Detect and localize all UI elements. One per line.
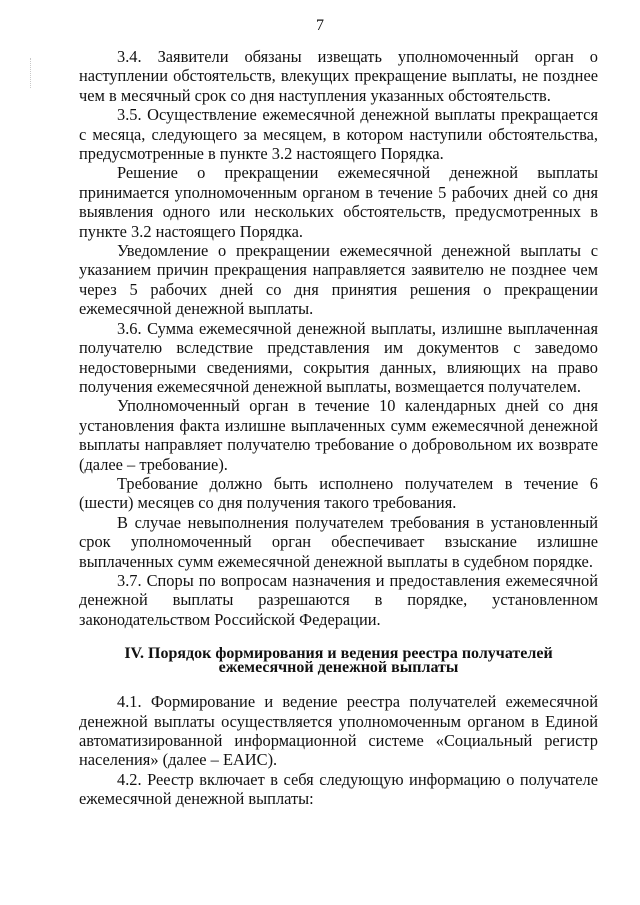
paragraph-4-2: 4.2. Реестр включает в себя следующую информацию о получателе ежемесячной денежной выплаты:: [79, 769, 598, 809]
scan-artifact: [30, 58, 43, 88]
section-heading: [79, 647, 598, 675]
paragraph-refund-request: Уполномоченный орган в течение 10 календарных дней со дня установления факта излишне выплаченных сумм ежемесячной денежной выплаты направляет получателю требование о добровольном их возврате (далее – требование).: [79, 396, 598, 474]
paragraph-3-5: 3.5. Осуществление ежемесячной денежной выплаты прекращается с месяца, следующего за месяцем, в котором наступили обстоятельства, предусмотренные в пункте 3.2 настоящего Порядка.: [79, 105, 598, 164]
section-heading-line-2: ежемесячной денежной выплаты: [218, 659, 459, 677]
paragraph-termination-decision: Решение о прекращении ежемесячной денежной выплаты принимается уполномоченным органом в течение 5 рабочих дней со дня выявления одного или нескольких обстоятельств, предусмотренных в пункте 3.2 настоящего Порядка.: [79, 163, 598, 241]
paragraph-recovery: В случае невыполнения получателем требования в установленный срок уполномоченный орган обеспечивает взыскание излишне выплаченных сумм ежемесячной денежной выплаты в судебном порядке.: [79, 512, 598, 571]
page-number: 7: [316, 17, 324, 34]
paragraph-4-1: 4.1. Формирование и ведение реестра получателей ежемесячной денежной выплаты осуществляется уполномоченным органом в Единой автоматизированной информационной системе «Социальный регистр населения» (далее – ЕАИС).: [79, 692, 598, 770]
section-heading-line-1: IV. Порядок формирования и ведения реестра получателей: [124, 645, 553, 663]
paragraph-termination-notice: Уведомление о прекращении ежемесячной денежной выплаты с указанием причин прекращения направляется заявителю не позднее чем через 5 рабочих дней со дня принятия решения о прекращении ежемесячной денежной выплаты.: [79, 241, 598, 319]
document-body: [79, 47, 598, 809]
paragraph-3-4: 3.4. Заявители обязаны извещать уполномоченный орган о наступлении обстоятельств, влекущих прекращение выплаты, не позднее чем в месячный срок со дня наступления указанных обстоятельств.: [79, 47, 598, 105]
paragraph-3-6: 3.6. Сумма ежемесячной денежной выплаты, излишне выплаченная получателю вследствие представления им документов с заведомо недостоверными сведениями, сокрытия данных, влияющих на право получения ежемесячной денежной выплаты, возмещается получателем.: [79, 318, 598, 396]
paragraph-3-7: 3.7. Споры по вопросам назначения и предоставления ежемесячной денежной выплаты разрешаются в порядке, установленном законодательством Российской Федерации.: [79, 570, 598, 629]
paragraph-request-deadline: Требование должно быть исполнено получателем в течение 6 (шести) месяцев со дня получения такого требования.: [79, 473, 598, 513]
